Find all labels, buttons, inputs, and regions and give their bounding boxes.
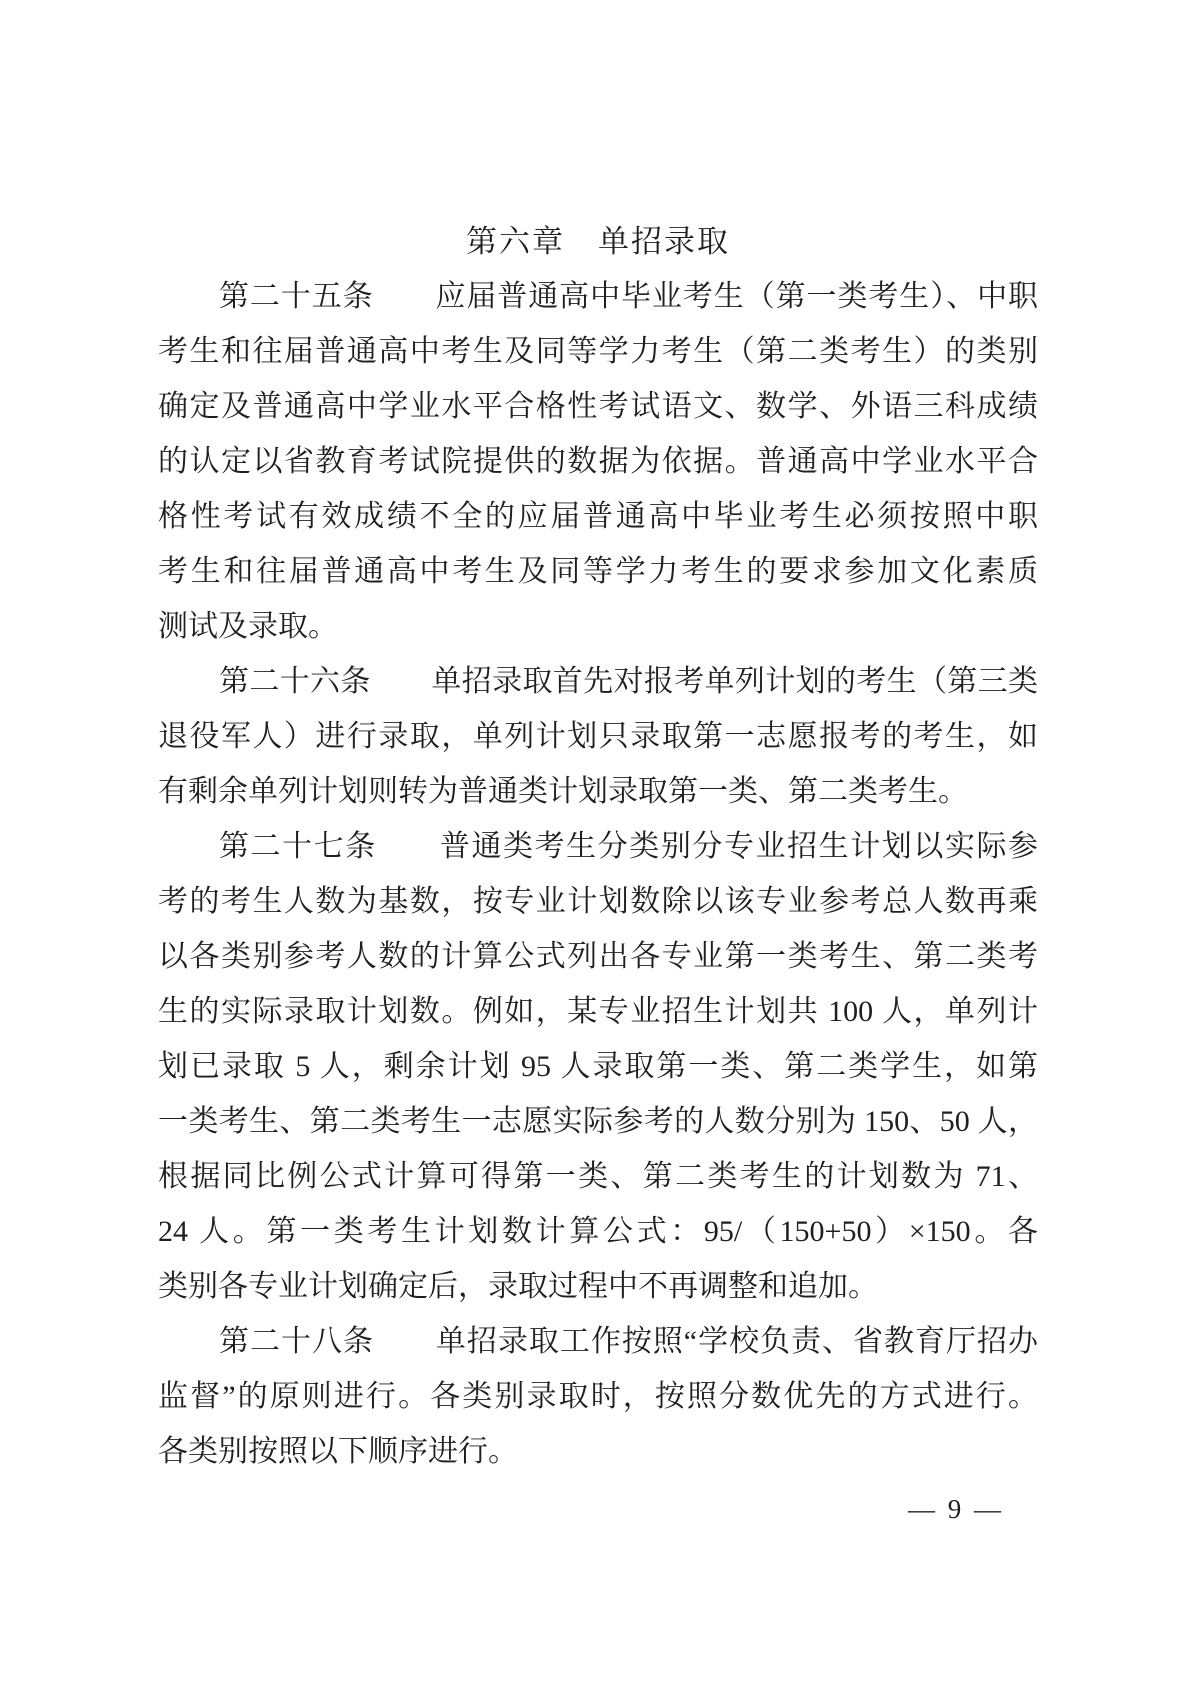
text-line: 的认定以省教育考试院提供的数据为依据。普通高中学业水平合	[158, 445, 1038, 478]
text-line: 格性考试有效成绩不全的应届普通高中毕业考生必须按照中职	[158, 500, 1038, 533]
page-number: — 9 —	[908, 1494, 1004, 1524]
text-line: 有剩余单列计划则转为普通类计划录取第一类、第二类考生。	[158, 775, 968, 808]
paragraph	[158, 654, 1038, 819]
text-line: 第二十六条 单招录取首先对报考单列计划的考生（第三类	[219, 665, 1038, 698]
text-line: 第二十八条 单招录取工作按照“学校负责、省教育厅招办	[219, 1325, 1038, 1358]
text-line: 考生和往届普通高中考生及同等学力考生的要求参加文化素质	[158, 555, 1038, 588]
text-line: 监督”的原则进行。各类别录取时，按照分数优先的方式进行。	[158, 1380, 1038, 1413]
paragraph	[158, 269, 1038, 654]
text-line: 类别各专业计划确定后，录取过程中不再调整和追加。	[158, 1270, 878, 1303]
text-line: 以各类别参考人数的计算公式列出各专业第一类考生、第二类考	[158, 940, 1038, 973]
text-line: 测试及录取。	[158, 610, 338, 643]
text-line: 生的实际录取计划数。例如，某专业招生计划共 100 人，单列计	[158, 995, 1038, 1028]
text-line: 确定及普通高中学业水平合格性考试语文、数学、外语三科成绩	[158, 390, 1038, 423]
text-line: 考生和往届普通高中考生及同等学力考生（第二类考生）的类别	[158, 335, 1038, 368]
text-line: 第二十七条 普通类考生分类别分专业招生计划以实际参	[219, 830, 1038, 863]
paragraph	[158, 819, 1038, 1314]
text-line: 第二十五条 应届普通高中毕业考生（第一类考生）、中职	[219, 280, 1038, 313]
text-line: 24 人。第一类考生计划数计算公式：95/（150+50）×150。各	[158, 1215, 1038, 1248]
text-line: 一类考生、第二类考生一志愿实际参考的人数分别为 150、50 人，	[158, 1105, 1038, 1138]
text-line: 考的考生人数为基数，按专业计划数除以该专业参考总人数再乘	[158, 885, 1038, 918]
text-line: 划已录取 5 人，剩余计划 95 人录取第一类、第二类学生，如第	[158, 1050, 1038, 1083]
text-line: 退役军人）进行录取，单列计划只录取第一志愿报考的考生，如	[158, 720, 1038, 753]
text-line: 各类别按照以下顺序进行。	[158, 1435, 518, 1468]
text-line: 根据同比例公式计算可得第一类、第二类考生的计划数为 71、	[158, 1160, 1038, 1193]
paragraph	[158, 1314, 1038, 1479]
chapter-title: 第六章 单招录取	[466, 224, 730, 259]
document-body	[158, 269, 1038, 1479]
document-content	[158, 214, 1038, 1479]
